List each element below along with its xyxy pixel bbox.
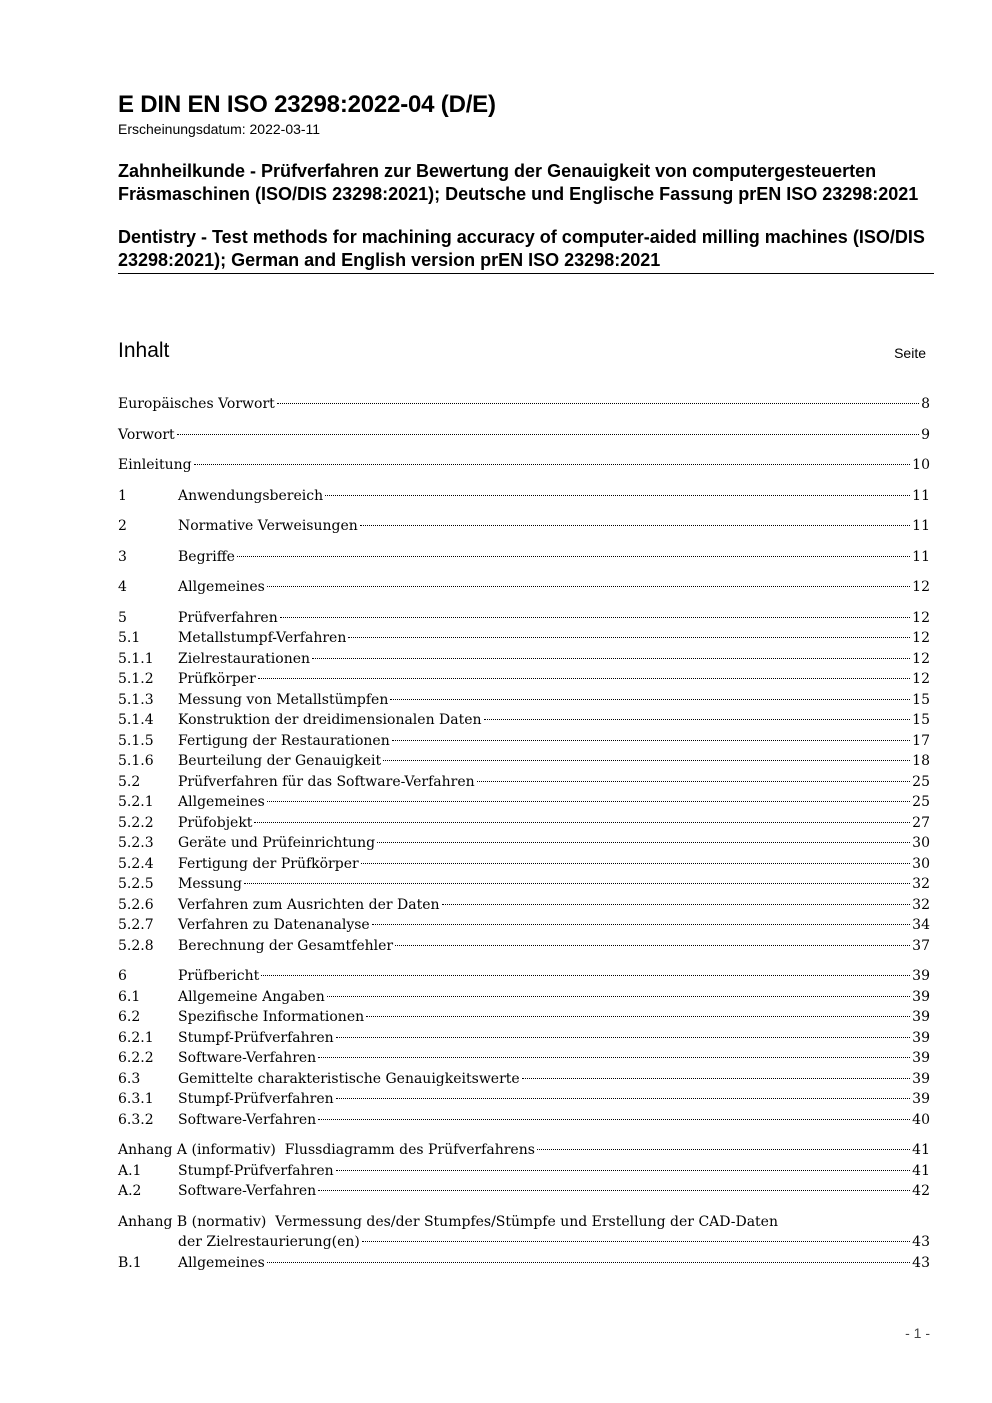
- toc-entry-page: 18: [912, 753, 930, 769]
- toc-heading: Inhalt: [118, 339, 170, 362]
- toc-entry-number: 6.1: [118, 988, 141, 1005]
- toc-entry-title: Stumpf-Prüfverfahren: [178, 1091, 334, 1107]
- toc-entry-number: 5.2.3: [118, 835, 154, 851]
- leader-dots: [383, 760, 910, 761]
- leader-dots: [194, 464, 911, 465]
- toc-entry-b-1[interactable]: [118, 1253, 930, 1274]
- toc-entry-title: Metallstumpf-Verfahren: [178, 630, 347, 646]
- leader-dots: [258, 678, 910, 679]
- toc-entry-title: Fertigung der Restaurationen: [178, 732, 390, 749]
- toc-entry-title: der Zielrestaurierung(en): [178, 1234, 360, 1250]
- toc-entry-number: 5.2.8: [118, 937, 154, 954]
- toc-entry-number: 6.3: [118, 1070, 141, 1087]
- toc-entry-number: 5.2.1: [118, 794, 154, 810]
- leader-dots: [325, 495, 910, 496]
- toc-entry-number: 2: [118, 518, 127, 534]
- toc-entry-title: Anwendungsbereich: [178, 487, 324, 504]
- toc-page-column-label: Seite: [894, 345, 926, 361]
- toc-entry-page: 34: [912, 917, 930, 933]
- toc-entry-5-1-4[interactable]: [118, 710, 930, 731]
- toc-entry-title: Prüfverfahren für das Software-Verfahren: [178, 773, 475, 790]
- toc-entry-page: 40: [912, 1111, 930, 1128]
- leader-dots: [277, 403, 919, 404]
- toc-entry-5-1-2[interactable]: [118, 669, 930, 690]
- toc-entry-title: Allgemeines: [178, 794, 265, 810]
- toc-header: [118, 336, 926, 366]
- toc-entry-page: 15: [912, 712, 930, 728]
- toc-entry-page: 9: [921, 426, 930, 443]
- toc-entry-title: Software-Verfahren: [178, 1111, 317, 1128]
- toc-entry-number: 6.2.2: [118, 1050, 154, 1066]
- toc-entry-page: 37: [912, 937, 930, 954]
- toc-entry-page: 8: [921, 396, 930, 412]
- toc-entry-title: Software-Verfahren: [178, 1050, 317, 1066]
- toc-entry-title: Vorwort: [118, 426, 175, 443]
- toc-entry-5-1-1[interactable]: [118, 649, 930, 670]
- toc-entry-page: 41: [912, 1162, 930, 1179]
- leader-dots: [244, 883, 910, 884]
- leader-dots: [318, 1119, 910, 1120]
- toc-entry-page: 43: [912, 1234, 930, 1250]
- toc-entry-title: Normative Verweisungen: [178, 518, 358, 534]
- toc-entry-number: 5.2.6: [118, 896, 154, 913]
- toc-entry-page: 12: [912, 650, 930, 667]
- toc-entry-page: 41: [912, 1142, 930, 1158]
- toc-entry-number: 5.1.2: [118, 671, 154, 687]
- toc-entry-page: 30: [912, 835, 930, 851]
- leader-dots: [372, 924, 910, 925]
- publication-date: Erscheinungsdatum: 2022-03-11: [118, 121, 321, 137]
- toc-entry-page: 39: [912, 1029, 930, 1046]
- toc-entry-anhang-b[interactable]: [118, 1212, 930, 1233]
- document-title: E DIN EN ISO 23298:2022-04 (D/E): [118, 91, 496, 118]
- toc-entry-page: 11: [912, 487, 930, 504]
- toc-entry-6-3[interactable]: [118, 1069, 930, 1090]
- toc-entry-title: Fertigung der Prüfkörper: [178, 855, 359, 872]
- toc-entry-number: 5.2.4: [118, 855, 154, 872]
- toc-entry-page: 39: [912, 988, 930, 1005]
- toc-entry-page: 30: [912, 855, 930, 872]
- toc-entry-3[interactable]: [118, 547, 930, 568]
- toc-entry-number: 6: [118, 968, 127, 984]
- toc-entry-6-2-1[interactable]: [118, 1028, 930, 1049]
- leader-dots: [348, 637, 910, 638]
- toc-entry-number: 5.1.1: [118, 650, 154, 667]
- toc-entry-title: Software-Verfahren: [178, 1183, 317, 1199]
- toc-entry-5-2-4[interactable]: [118, 854, 930, 875]
- toc-entry-5-2-2[interactable]: [118, 813, 930, 834]
- toc-entry-title: Stumpf-Prüfverfahren: [178, 1029, 334, 1046]
- leader-dots: [267, 586, 910, 587]
- toc-entry-page: 27: [912, 814, 930, 831]
- toc-entry-page: 12: [912, 609, 930, 626]
- leader-dots: [362, 1241, 910, 1242]
- toc-entry-5-1-6[interactable]: [118, 751, 930, 772]
- toc-entry-title: Konstruktion der dreidimensionalen Daten: [178, 712, 482, 728]
- toc-entry-title: Messung von Metallstümpfen: [178, 691, 389, 708]
- document-header: [118, 90, 934, 274]
- toc-entry-6[interactable]: [118, 966, 930, 987]
- toc-entry-number: 6.2: [118, 1009, 141, 1025]
- toc-entry-number: 5.1.4: [118, 712, 154, 728]
- toc-entry-europaeisches-vorwort[interactable]: [118, 394, 930, 415]
- toc-entry-page: 17: [912, 732, 930, 749]
- leader-dots: [395, 945, 910, 946]
- leader-dots: [327, 996, 910, 997]
- toc-entry-a-2[interactable]: [118, 1181, 930, 1202]
- leader-dots: [477, 781, 911, 782]
- toc-entry-page: 10: [912, 457, 930, 473]
- leader-dots: [312, 658, 910, 659]
- leader-dots: [522, 1078, 910, 1079]
- toc-entry-1[interactable]: [118, 486, 930, 507]
- toc-entry-5-1-5[interactable]: [118, 731, 930, 752]
- toc-entry-page: 39: [912, 1070, 930, 1087]
- toc-entry-number: 5.1.3: [118, 691, 154, 708]
- toc-entry-title: Allgemeines: [178, 579, 265, 595]
- toc-entry-number: A.1: [118, 1162, 142, 1179]
- toc-entry-page: 43: [912, 1254, 930, 1271]
- page-number: - 1 -: [905, 1325, 930, 1341]
- leader-dots: [254, 822, 910, 823]
- leader-dots: [377, 842, 910, 843]
- toc-entry-page: 12: [912, 630, 930, 646]
- leader-dots: [177, 434, 919, 435]
- toc-entry-title: Messung: [178, 876, 242, 892]
- toc-entry-page: 32: [912, 876, 930, 892]
- toc-entry-page: 39: [912, 1050, 930, 1066]
- toc-entry-title: Gemittelte charakteristische Genauigkeitswerte: [178, 1070, 520, 1087]
- leader-dots: [267, 801, 910, 802]
- toc-entry-title: Europäisches Vorwort: [118, 396, 275, 412]
- toc-entry-title: Anhang A (informativ) Flussdiagramm des Prüfverfahrens: [118, 1142, 535, 1158]
- toc-entry-6-3-1[interactable]: [118, 1089, 930, 1110]
- leader-dots: [280, 617, 910, 618]
- toc-entry-6-2-2[interactable]: [118, 1048, 930, 1069]
- leader-dots: [336, 1170, 911, 1171]
- toc-entry-title: Stumpf-Prüfverfahren: [178, 1162, 334, 1179]
- leader-dots: [261, 975, 910, 976]
- toc-entry-page: 39: [912, 968, 930, 984]
- toc-entry-page: 11: [912, 548, 930, 565]
- toc-entry-page: 11: [912, 518, 930, 534]
- leader-dots: [361, 863, 910, 864]
- leader-dots: [336, 1098, 911, 1099]
- leader-dots: [336, 1037, 911, 1038]
- toc-entry-number: 5.1.6: [118, 753, 154, 769]
- toc-entry-title: Prüfkörper: [178, 671, 256, 687]
- toc-entry-title: Prüfobjekt: [178, 814, 253, 831]
- leader-dots: [392, 740, 910, 741]
- toc-entry-title: Geräte und Prüfeinrichtung: [178, 835, 376, 851]
- leader-dots: [237, 556, 910, 557]
- toc-entry-5-2-7[interactable]: [118, 915, 930, 936]
- toc-entry-title: Allgemeines: [178, 1254, 265, 1271]
- toc-entry-5-2-1[interactable]: [118, 792, 930, 813]
- toc-entry-4[interactable]: [118, 577, 930, 598]
- toc-entry-number: B.1: [118, 1254, 142, 1271]
- toc-entry-number: 5: [118, 609, 127, 626]
- toc-entry-title: Verfahren zu Datenanalyse: [178, 917, 370, 933]
- toc-entry-title: Anhang B (normativ) Vermessung des/der Stumpfes/Stümpfe und Erstellung der CAD-Daten: [118, 1213, 778, 1230]
- toc-entry-title: Einleitung: [118, 457, 192, 473]
- toc-entry-5-2-5[interactable]: [118, 874, 930, 895]
- toc-entry-number: 6.3.2: [118, 1111, 154, 1128]
- leader-dots: [318, 1190, 910, 1191]
- toc-entry-einleitung[interactable]: [118, 455, 930, 476]
- table-of-contents: [118, 394, 930, 1273]
- toc-entry-page: 15: [912, 691, 930, 708]
- toc-entry-anhang-b-continued[interactable]: [118, 1232, 930, 1253]
- leader-dots: [318, 1057, 910, 1058]
- leader-dots: [390, 699, 910, 700]
- toc-entry-5[interactable]: [118, 608, 930, 629]
- toc-entry-title: Spezifische Informationen: [178, 1009, 365, 1025]
- toc-entry-6-2[interactable]: [118, 1007, 930, 1028]
- toc-entry-5-2-8[interactable]: [118, 936, 930, 957]
- toc-entry-page: 12: [912, 579, 930, 595]
- toc-entry-5-1[interactable]: [118, 628, 930, 649]
- leader-dots: [360, 525, 910, 526]
- toc-entry-page: 12: [912, 671, 930, 687]
- leader-dots: [442, 904, 911, 905]
- toc-entry-6-3-2[interactable]: [118, 1110, 930, 1131]
- toc-entry-number: 5.2.5: [118, 876, 154, 892]
- toc-entry-anhang-a[interactable]: [118, 1140, 930, 1161]
- toc-entry-page: 42: [912, 1183, 930, 1199]
- toc-entry-title: Beurteilung der Genauigkeit: [178, 753, 382, 769]
- toc-entry-title: Zielrestaurationen: [178, 650, 311, 667]
- leader-dots: [267, 1262, 910, 1263]
- toc-entry-number: 6.3.1: [118, 1091, 154, 1107]
- toc-entry-number: 1: [118, 487, 127, 504]
- toc-entry-5-1-3[interactable]: [118, 690, 930, 711]
- toc-entry-5-2-3[interactable]: [118, 833, 930, 854]
- toc-entry-5-2[interactable]: [118, 772, 930, 793]
- toc-entry-title: Allgemeine Angaben: [178, 988, 325, 1005]
- toc-entry-number: 5.2.2: [118, 814, 154, 831]
- leader-dots: [366, 1016, 910, 1017]
- toc-entry-number: 3: [118, 548, 127, 565]
- toc-entry-page: 39: [912, 1091, 930, 1107]
- toc-entry-title: Prüfbericht: [178, 968, 260, 984]
- leader-dots: [537, 1149, 910, 1150]
- toc-entry-page: 32: [912, 896, 930, 913]
- toc-entry-title: Verfahren zum Ausrichten der Daten: [178, 896, 440, 913]
- toc-entry-page: 25: [912, 773, 930, 790]
- toc-entry-number: 5.2.7: [118, 917, 154, 933]
- toc-entry-vorwort[interactable]: [118, 425, 930, 446]
- toc-entry-number: 6.2.1: [118, 1029, 154, 1046]
- toc-entry-title: Begriffe: [178, 548, 235, 565]
- toc-entry-number: 4: [118, 579, 127, 595]
- toc-entry-2[interactable]: [118, 516, 930, 537]
- toc-entry-6-1[interactable]: [118, 987, 930, 1008]
- toc-entry-number: 5.2: [118, 773, 141, 790]
- leader-dots: [484, 719, 911, 720]
- toc-entry-page: 39: [912, 1009, 930, 1025]
- toc-entry-5-2-6[interactable]: [118, 895, 930, 916]
- toc-entry-number: A.2: [118, 1183, 142, 1199]
- toc-entry-title: Berechnung der Gesamtfehler: [178, 937, 394, 954]
- english-title: Dentistry - Test methods for machining accuracy of computer-aided milling machines (ISO/DIS 23298:2021); German and English version prEN ISO 23298:2021: [118, 226, 934, 274]
- toc-entry-title: Prüfverfahren: [178, 609, 278, 626]
- german-title: Zahnheilkunde - Prüfverfahren zur Bewertung der Genauigkeit von computergesteuerten Fräsmaschinen (ISO/DIS 23298:2021); Deutsche und Englische Fassung prEN ISO 23298:2021: [118, 161, 919, 204]
- toc-entry-a-1[interactable]: [118, 1161, 930, 1182]
- toc-entry-number: 5.1: [118, 630, 141, 646]
- toc-entry-number: 5.1.5: [118, 732, 154, 749]
- toc-entry-page: 25: [912, 794, 930, 810]
